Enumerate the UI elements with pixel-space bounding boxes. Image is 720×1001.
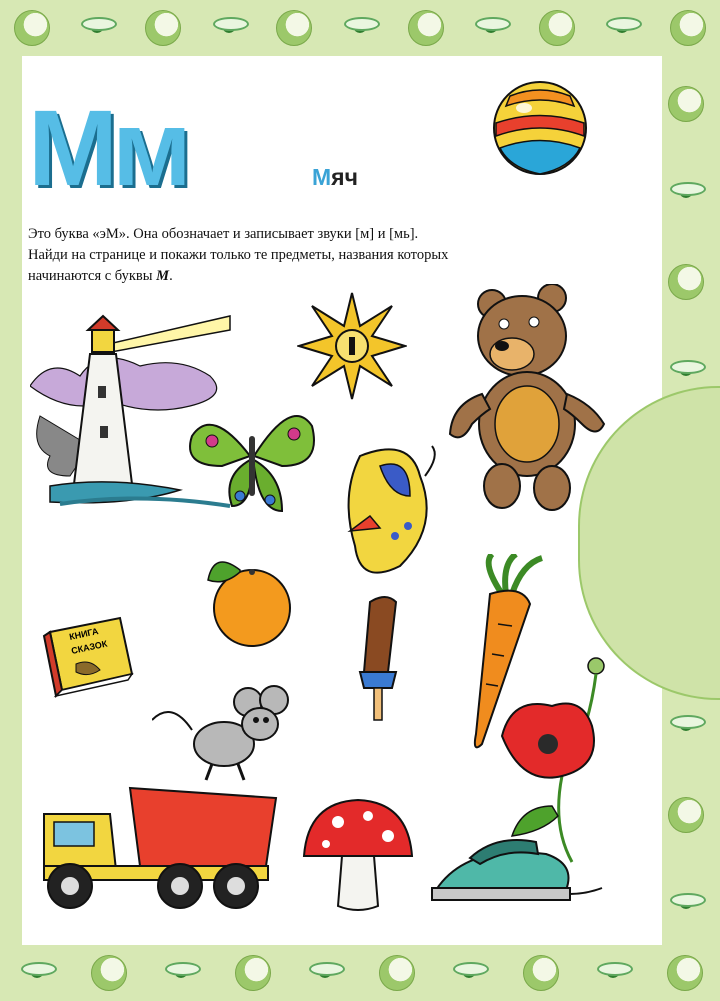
moon-icon <box>408 10 444 46</box>
fly-icon <box>209 17 249 39</box>
instructions-text <box>28 224 568 287</box>
uppercase-letter: М <box>28 87 112 208</box>
word-rest: яч <box>331 164 358 190</box>
bear-icon[interactable] <box>442 284 612 514</box>
bottom-border <box>0 945 720 1001</box>
fly-icon <box>340 17 380 39</box>
moon-icon <box>667 955 703 991</box>
ball-icon[interactable] <box>490 78 590 178</box>
sun-icon[interactable] <box>297 291 407 401</box>
fly-icon <box>449 962 489 984</box>
ice-cream-icon[interactable] <box>340 592 420 722</box>
fly-icon <box>602 17 642 39</box>
book-title-line-1: КНИГА <box>68 626 100 642</box>
letter-heading <box>28 87 186 208</box>
moon-icon <box>145 10 181 46</box>
worksheet-page <box>22 56 662 945</box>
instructions-line-1: Это буква «эМ». Она обозначает и записывает звуки [м] и [мь]. <box>28 226 419 242</box>
instructions-line-3-text: начинаются с буквы <box>28 268 157 284</box>
word-first-letter: М <box>312 164 332 190</box>
fly-icon <box>471 17 511 39</box>
moon-icon <box>668 797 704 833</box>
moon-icon <box>14 10 50 46</box>
moon-icon <box>523 955 559 991</box>
moon-icon <box>668 264 704 300</box>
fly-icon <box>17 962 57 984</box>
fly-icon <box>161 962 201 984</box>
example-word <box>312 164 358 191</box>
highlight-letter: М <box>156 268 170 284</box>
moon-icon <box>276 10 312 46</box>
moon-icon <box>235 955 271 991</box>
instructions-line-2: Найди на странице и покажи только те предметы, названия которых <box>28 247 449 263</box>
moon-icon <box>670 10 706 46</box>
fly-icon <box>77 17 117 39</box>
butterfly-icon[interactable] <box>182 396 322 526</box>
moon-icon <box>539 10 575 46</box>
book-icon[interactable] <box>40 612 140 702</box>
fly-icon <box>666 715 706 737</box>
moon-icon <box>91 955 127 991</box>
fly-icon <box>666 360 706 382</box>
instructions-line-3-suffix: . <box>169 268 173 284</box>
mushroom-icon[interactable] <box>298 796 418 916</box>
iron-icon[interactable] <box>426 824 606 914</box>
mask-icon[interactable] <box>340 436 450 586</box>
top-border <box>0 0 720 56</box>
fly-icon <box>666 893 706 915</box>
left-border <box>0 56 22 945</box>
book-title-line-2: СКАЗОК <box>70 638 109 656</box>
fly-icon <box>305 962 345 984</box>
orange-icon[interactable] <box>194 550 304 650</box>
fly-icon <box>593 962 633 984</box>
moon-icon <box>379 955 415 991</box>
lowercase-letter: м <box>111 87 186 208</box>
fly-icon <box>666 182 706 204</box>
dump-truck-icon[interactable] <box>40 774 280 914</box>
moon-icon <box>668 86 704 122</box>
